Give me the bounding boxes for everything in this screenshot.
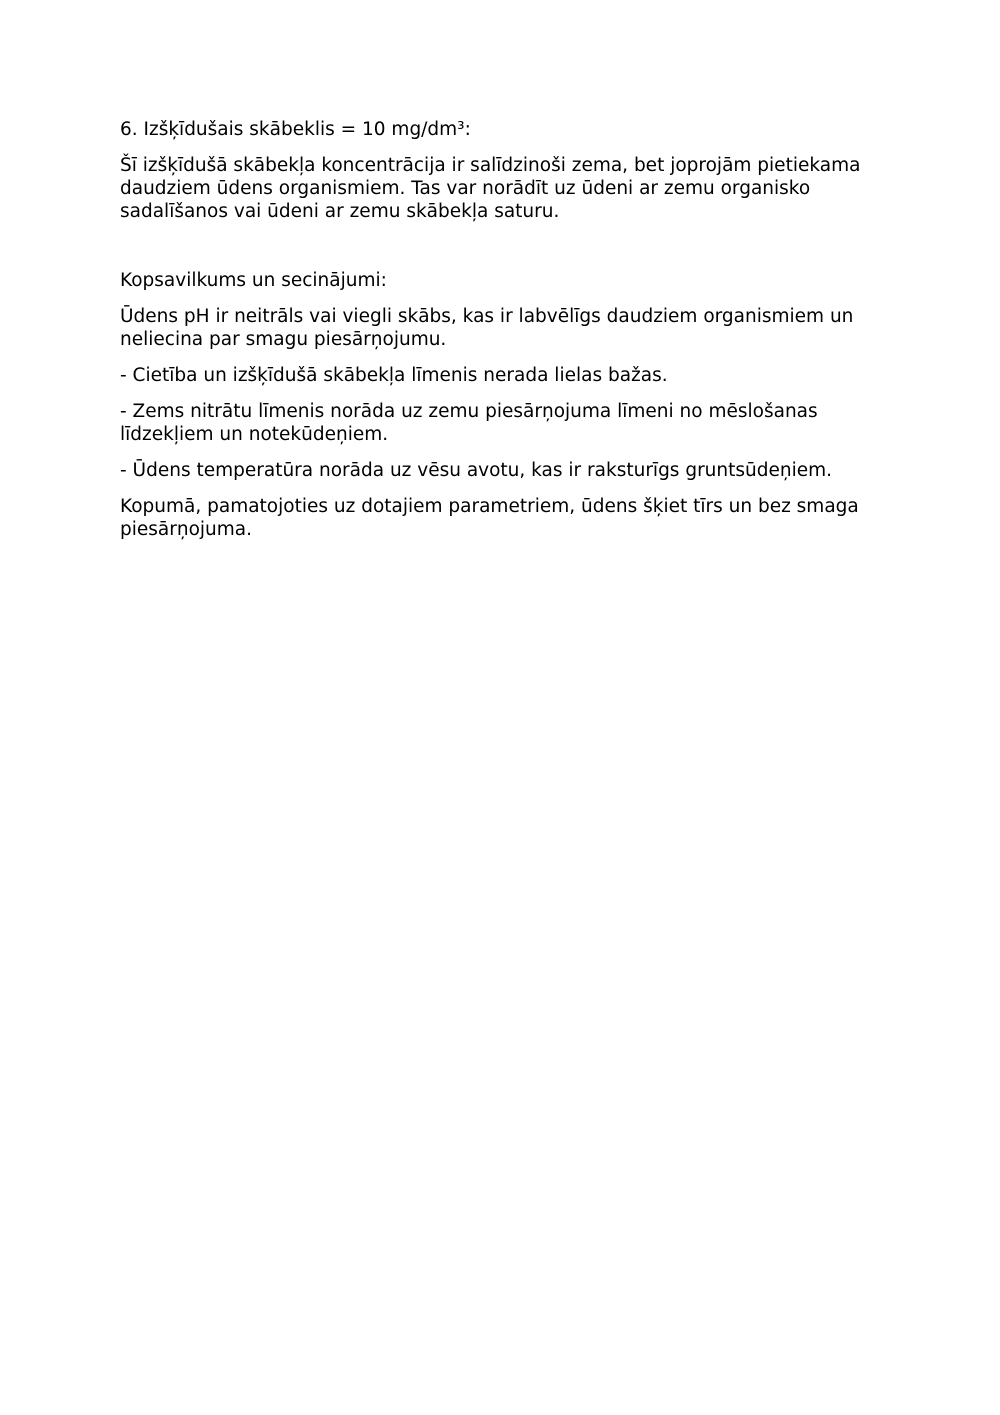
section-heading-dissolved-oxygen: 6. Izšķīdušais skābeklis = 10 mg/dm³: [120, 119, 471, 140]
document-body [120, 118, 880, 554]
summary-bullet: - Ūdens temperatūra norāda uz vēsu avotu, kas ir raksturīgs gruntsūdeņiem. [120, 460, 833, 481]
summary-bullet: - Zems nitrātu līmenis norāda uz zemu piesārņojuma līmeni no mēslošanas līdzekļiem un notekūdeņiem. [120, 401, 818, 445]
summary-paragraph: Ūdens pH ir neitrāls vai viegli skābs, kas ir labvēlīgs daudziem organismiem un neliecina par smagu piesārņojumu. [120, 306, 854, 350]
summary-conclusion: Kopumā, pamatojoties uz dotajiem parametriem, ūdens šķiet tīrs un bez smaga piesārņojuma. [120, 496, 859, 540]
summary-bullet: - Cietība un izšķīdušā skābekļa līmenis nerada lielas bažas. [120, 365, 668, 386]
summary-heading: Kopsavilkums un secinājumi: [120, 270, 387, 291]
section-paragraph-dissolved-oxygen: Šī izšķīdušā skābekļa koncentrācija ir salīdzinoši zema, bet joprojām pietiekama daudziem ūdens organismiem. Tas var norādīt uz ūdeni ar zemu organisko sadalīšanos vai ūdeni ar zemu skābekļa saturu. [120, 155, 861, 222]
